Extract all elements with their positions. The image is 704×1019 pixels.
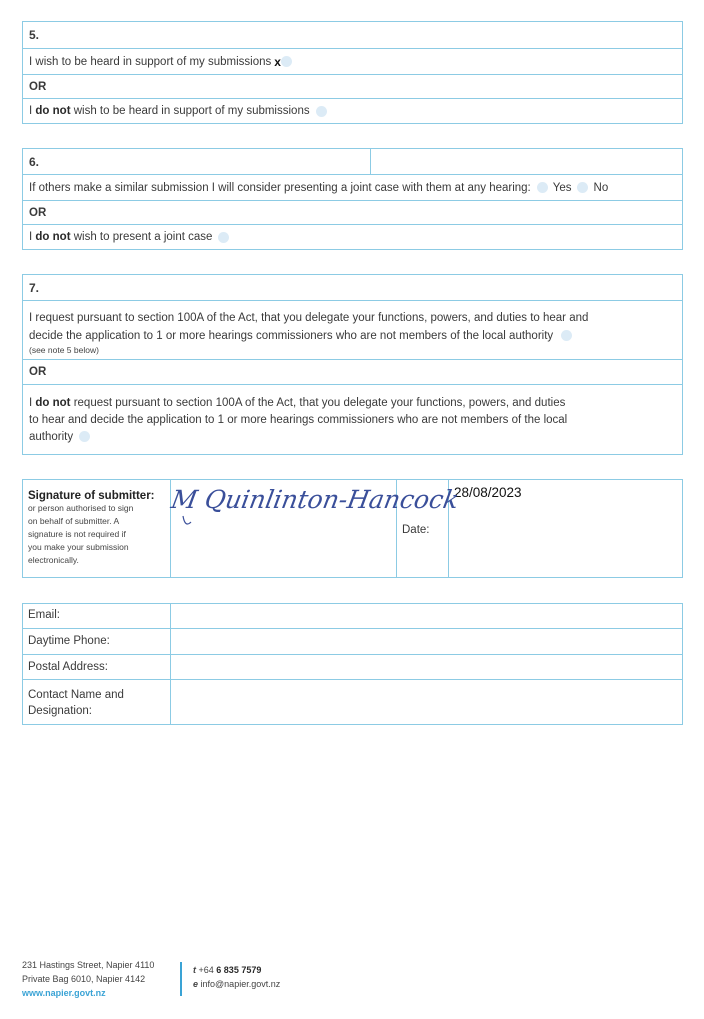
footer-phone-code: +64 — [198, 965, 217, 975]
delegate-line-1: I request pursuant to section 100A of the Act, that you delegate your functions, powers, and duties to hear and — [29, 312, 589, 324]
not-heard-option[interactable] — [23, 98, 682, 123]
delegate-line-2: decide the application to 1 or more hearings commissioners who are not members of the local authority — [29, 330, 554, 342]
email-label-cell — [23, 604, 171, 629]
phone-label-cell — [23, 629, 171, 655]
signature-note-4: you make your submission — [28, 542, 129, 552]
no-joint-bold: do not — [35, 231, 71, 243]
address-label: Postal Address: — [28, 661, 108, 673]
section-6-number-cell — [23, 148, 371, 174]
date-field[interactable] — [449, 480, 683, 578]
joint-yes-radio[interactable] — [537, 182, 548, 193]
footer-address-2: Private Bag 6010, Napier 4142 — [22, 974, 146, 984]
no-joint-prefix: I — [29, 231, 33, 243]
signature-note — [28, 502, 170, 567]
no-delegate-prefix: I — [29, 397, 36, 409]
no-joint-radio[interactable] — [218, 232, 229, 243]
address-field[interactable] — [171, 655, 683, 680]
joint-case-label: If others make a similar submission I will consider presenting a joint case with them at any hearing: — [29, 181, 531, 194]
delegate-note: (see note 5 below) — [29, 345, 99, 355]
no-delegate-option[interactable] — [23, 384, 682, 454]
no-delegate-line-1: request pursuant to section 100A of the Act, that you delegate your functions, powers, and duties — [70, 397, 566, 409]
signature-label: Signature of submitter: — [28, 490, 155, 502]
footer-contact — [193, 963, 280, 991]
signature-label-cell — [23, 480, 171, 578]
section-6-empty-cell — [371, 148, 682, 174]
no-delegate-radio[interactable] — [79, 431, 90, 442]
footer-phone-prefix: t — [193, 965, 196, 975]
section-7 — [22, 274, 683, 455]
date-value: 28/08/2023 — [454, 485, 522, 500]
or-label: OR — [29, 366, 47, 378]
delegate-option[interactable] — [23, 300, 682, 359]
signature-table — [22, 479, 683, 578]
heard-option-mark: x — [274, 54, 281, 69]
heard-option[interactable] — [23, 48, 682, 74]
heard-radio[interactable] — [281, 56, 292, 67]
joint-no-label: No — [593, 181, 609, 194]
signature-note-2: on behalf of submitter. A — [28, 516, 120, 526]
joint-no-radio[interactable] — [577, 182, 588, 193]
handwritten-signature — [169, 480, 462, 535]
or-label: OR — [29, 206, 47, 219]
no-delegate-line-2: to hear and decide the application to 1 or more hearings commissioners who are not members of the local — [29, 414, 568, 426]
not-heard-rest: wish to be heard in support of my submissions — [70, 105, 310, 117]
not-heard-radio[interactable] — [316, 106, 327, 117]
section-5-header — [23, 22, 682, 48]
not-heard-bold: do not — [35, 105, 71, 117]
no-joint-rest: wish to present a joint case — [70, 231, 213, 243]
signature-note-5: electronically. — [28, 555, 79, 565]
footer-email[interactable]: info@napier.govt.nz — [200, 979, 281, 989]
contact-name-label-1: Contact Name and — [28, 689, 124, 701]
signature-text: M Quinlinton-Hancock — [169, 485, 462, 514]
phone-field[interactable] — [171, 629, 683, 655]
email-field[interactable] — [171, 604, 683, 629]
section-6 — [22, 148, 683, 250]
heard-option-label: I wish to be heard in support of my submissions — [29, 55, 272, 68]
no-delegate-line-3: authority — [29, 431, 74, 443]
or-divider — [23, 200, 682, 224]
no-joint-case-option[interactable] — [23, 224, 682, 249]
or-divider — [23, 74, 682, 98]
section-6-number: 6. — [29, 154, 40, 169]
delegate-radio[interactable] — [561, 330, 572, 341]
footer-website-link[interactable]: www.napier.govt.nz — [22, 988, 106, 998]
or-label: OR — [29, 80, 47, 93]
contact-name-label-cell — [23, 680, 171, 725]
section-7-header — [23, 275, 682, 300]
not-heard-prefix: I — [29, 105, 33, 117]
section-7-number: 7. — [29, 280, 40, 295]
section-6-header — [23, 148, 682, 174]
footer-email-prefix: e — [193, 979, 199, 989]
phone-label: Daytime Phone: — [28, 635, 110, 647]
no-delegate-bold: do not — [35, 397, 71, 409]
contact-name-field[interactable] — [171, 680, 683, 725]
section-5 — [22, 21, 683, 124]
section-5-number: 5. — [29, 28, 40, 42]
address-label-cell — [23, 655, 171, 680]
footer-address — [22, 958, 154, 1000]
or-divider — [23, 359, 682, 384]
footer-address-1: 231 Hastings Street, Napier 4110 — [22, 960, 155, 970]
footer-phone-number[interactable]: 6 835 7579 — [216, 965, 262, 975]
footer-divider — [180, 962, 182, 996]
joint-yes-label: Yes — [552, 181, 572, 194]
signature-note-1: or person authorised to sign — [28, 503, 134, 513]
joint-case-option[interactable] — [23, 174, 682, 200]
date-label: Date: — [402, 524, 430, 536]
email-label: Email: — [28, 609, 60, 621]
signature-note-3: signature is not required if — [28, 529, 126, 539]
contact-table — [22, 603, 683, 725]
contact-name-label-2: Designation: — [28, 705, 92, 717]
